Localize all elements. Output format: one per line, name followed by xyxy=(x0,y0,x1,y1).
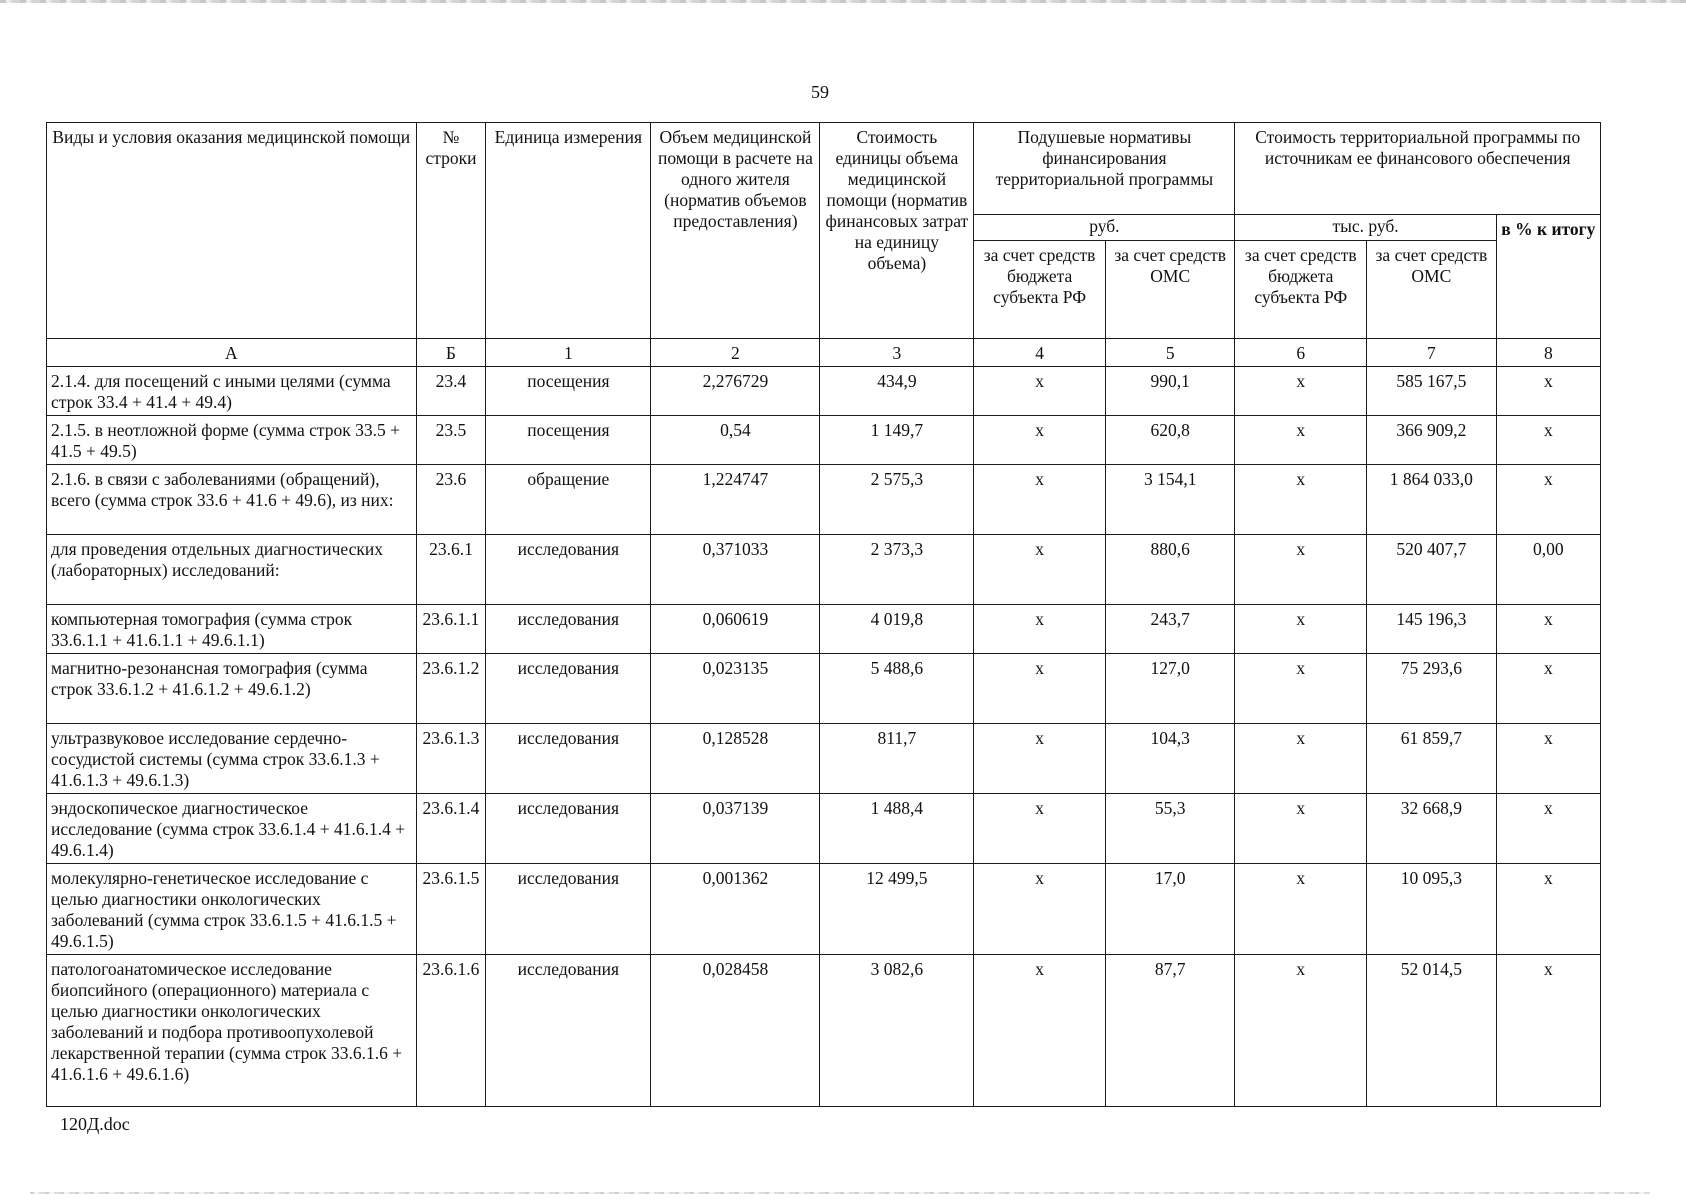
column-index-row xyxy=(47,339,1601,367)
row-volume: 1,224747 xyxy=(651,465,820,535)
row-thous-budget: х xyxy=(1235,367,1367,416)
row-label: 2.1.5. в неотложной форме (сумма строк 33.5 + 41.5 + 49.5) xyxy=(47,416,417,465)
row-thous-oms: 145 196,3 xyxy=(1367,605,1497,654)
row-unit: исследования xyxy=(486,654,651,724)
row-unit: исследования xyxy=(486,535,651,605)
row-thous-budget: х xyxy=(1235,416,1367,465)
row-unit: исследования xyxy=(486,794,651,864)
header-unit-cost: Стоимость единицы объема медицинской помощи (норматив финансовых затрат на единицу объема) xyxy=(820,123,974,339)
table-row xyxy=(47,864,1601,955)
row-rub-budget: х xyxy=(974,535,1106,605)
row-unit: посещения xyxy=(486,367,651,416)
row-volume: 0,001362 xyxy=(651,864,820,955)
header-row-number: № строки xyxy=(416,123,486,339)
row-unit: исследования xyxy=(486,605,651,654)
program-cost-table xyxy=(46,122,1601,1107)
row-thous-oms: 10 095,3 xyxy=(1367,864,1497,955)
row-thous-oms: 52 014,5 xyxy=(1367,955,1497,1107)
row-volume: 0,028458 xyxy=(651,955,820,1107)
row-rub-budget: х xyxy=(974,605,1106,654)
row-volume: 0,023135 xyxy=(651,654,820,724)
row-thous-oms: 585 167,5 xyxy=(1367,367,1497,416)
row-rub-oms: 3 154,1 xyxy=(1105,465,1235,535)
table-row xyxy=(47,367,1601,416)
row-rub-oms: 17,0 xyxy=(1105,864,1235,955)
row-thous-budget: х xyxy=(1235,724,1367,794)
row-thous-oms: 1 864 033,0 xyxy=(1367,465,1497,535)
row-label: эндоскопическое диагностическое исследование (сумма строк 33.6.1.4 + 41.6.1.4 + 49.6.1.4) xyxy=(47,794,417,864)
index-cell: 7 xyxy=(1367,339,1497,367)
row-unit-cost: 1 488,4 xyxy=(820,794,974,864)
row-percent: х xyxy=(1496,654,1600,724)
row-label: компьютерная томография (сумма строк 33.6.1.1 + 41.6.1.1 + 49.6.1.1) xyxy=(47,605,417,654)
scan-edge-top xyxy=(0,0,1686,3)
row-label: 2.1.4. для посещений с иными целями (сумма строк 33.4 + 41.4 + 49.4) xyxy=(47,367,417,416)
row-unit-cost: 811,7 xyxy=(820,724,974,794)
header-volume-per-resident: Объем медицинской помощи в расчете на одного жителя (норматив объемов предоставления) xyxy=(651,123,820,339)
table-row xyxy=(47,794,1601,864)
row-percent: х xyxy=(1496,367,1600,416)
row-label: магнитно-резонансная томография (сумма строк 33.6.1.2 + 41.6.1.2 + 49.6.1.2) xyxy=(47,654,417,724)
header-rub-oms: за счет средств ОМС xyxy=(1105,241,1235,339)
row-unit-cost: 3 082,6 xyxy=(820,955,974,1107)
table-row xyxy=(47,416,1601,465)
index-cell: 2 xyxy=(651,339,820,367)
header-rub: руб. xyxy=(974,215,1235,241)
row-label: молекулярно-генетическое исследование с целью диагностики онкологических заболеваний (сумма строк 33.6.1.5 + 41.6.1.5 + 49.6.1.5) xyxy=(47,864,417,955)
row-percent: х xyxy=(1496,955,1600,1107)
row-label: 2.1.6. в связи с заболеваниями (обращений), всего (сумма строк 33.6 + 41.6 + 49.6), из них: xyxy=(47,465,417,535)
row-thous-oms: 32 668,9 xyxy=(1367,794,1497,864)
row-unit-cost: 2 373,3 xyxy=(820,535,974,605)
row-unit: исследования xyxy=(486,724,651,794)
row-unit-cost: 2 575,3 xyxy=(820,465,974,535)
table-row xyxy=(47,724,1601,794)
header-percent-of-total: в % к итогу xyxy=(1496,215,1600,339)
row-thous-budget: х xyxy=(1235,794,1367,864)
row-rub-budget: х xyxy=(974,367,1106,416)
row-rub-oms: 880,6 xyxy=(1105,535,1235,605)
page-number: 59 xyxy=(811,82,829,102)
row-thous-oms: 520 407,7 xyxy=(1367,535,1497,605)
row-rub-oms: 104,3 xyxy=(1105,724,1235,794)
row-thous-budget: х xyxy=(1235,864,1367,955)
table-row xyxy=(47,465,1601,535)
header-unit: Единица измерения xyxy=(486,123,651,339)
row-percent: х xyxy=(1496,864,1600,955)
row-unit: обращение xyxy=(486,465,651,535)
row-thous-budget: х xyxy=(1235,605,1367,654)
row-thous-oms: 61 859,7 xyxy=(1367,724,1497,794)
row-volume: 0,037139 xyxy=(651,794,820,864)
index-cell: 6 xyxy=(1235,339,1367,367)
row-unit-cost: 5 488,6 xyxy=(820,654,974,724)
row-unit-cost: 12 499,5 xyxy=(820,864,974,955)
row-thous-budget: х xyxy=(1235,955,1367,1107)
header-program-cost: Стоимость территориальной программы по источникам ее финансового обеспечения xyxy=(1235,123,1601,215)
index-cell: 3 xyxy=(820,339,974,367)
row-rub-budget: х xyxy=(974,794,1106,864)
index-cell: 1 xyxy=(486,339,651,367)
header-thous-budget: за счет средств бюджета субъекта РФ xyxy=(1235,241,1367,339)
row-label: для проведения отдельных диагностических (лабораторных) исследований: xyxy=(47,535,417,605)
row-rub-oms: 620,8 xyxy=(1105,416,1235,465)
row-percent: х xyxy=(1496,605,1600,654)
row-rub-budget: х xyxy=(974,654,1106,724)
row-number: 23.6.1.4 xyxy=(416,794,486,864)
row-thous-budget: х xyxy=(1235,535,1367,605)
index-cell: 5 xyxy=(1105,339,1235,367)
row-rub-budget: х xyxy=(974,724,1106,794)
index-cell: Б xyxy=(416,339,486,367)
row-percent: 0,00 xyxy=(1496,535,1600,605)
row-percent: х xyxy=(1496,416,1600,465)
row-volume: 0,54 xyxy=(651,416,820,465)
table-row xyxy=(47,955,1601,1107)
table-row xyxy=(47,654,1601,724)
row-number: 23.6.1.6 xyxy=(416,955,486,1107)
row-number: 23.5 xyxy=(416,416,486,465)
row-percent: х xyxy=(1496,465,1600,535)
row-label: патологоанатомическое исследование биопсийного (операционного) материала с целью диагностики онкологических заболеваний и подбора противоопухолевой лекарственной терапии (сумма строк 33.6.1.6 + 41.6.1.6 + 49.6.1.6) xyxy=(47,955,417,1107)
row-volume: 2,276729 xyxy=(651,367,820,416)
row-thous-oms: 366 909,2 xyxy=(1367,416,1497,465)
row-label: ультразвуковое исследование сердечно-сосудистой системы (сумма строк 33.6.1.3 + 41.6.1.3 + 49.6.1.3) xyxy=(47,724,417,794)
row-volume: 0,128528 xyxy=(651,724,820,794)
row-rub-budget: х xyxy=(974,864,1106,955)
row-percent: х xyxy=(1496,724,1600,794)
row-thous-budget: х xyxy=(1235,654,1367,724)
row-number: 23.6.1.5 xyxy=(416,864,486,955)
index-cell: 8 xyxy=(1496,339,1600,367)
row-number: 23.6.1 xyxy=(416,535,486,605)
row-thous-oms: 75 293,6 xyxy=(1367,654,1497,724)
header-per-capita-norms: Подушевые нормативы финансирования территориальной программы xyxy=(974,123,1235,215)
row-unit: посещения xyxy=(486,416,651,465)
row-unit: исследования xyxy=(486,864,651,955)
row-number: 23.4 xyxy=(416,367,486,416)
row-rub-budget: х xyxy=(974,465,1106,535)
header-thous-rub: тыс. руб. xyxy=(1235,215,1496,241)
row-number: 23.6 xyxy=(416,465,486,535)
row-unit-cost: 1 149,7 xyxy=(820,416,974,465)
row-unit-cost: 434,9 xyxy=(820,367,974,416)
row-volume: 0,060619 xyxy=(651,605,820,654)
index-cell: А xyxy=(47,339,417,367)
table-row xyxy=(47,535,1601,605)
row-number: 23.6.1.1 xyxy=(416,605,486,654)
row-rub-oms: 55,3 xyxy=(1105,794,1235,864)
row-rub-budget: х xyxy=(974,416,1106,465)
scan-edge-bottom xyxy=(30,1192,1650,1194)
header-thous-oms: за счет средств ОМС xyxy=(1367,241,1497,339)
row-rub-oms: 243,7 xyxy=(1105,605,1235,654)
document-filename: 120Д.doc xyxy=(60,1114,130,1134)
row-number: 23.6.1.2 xyxy=(416,654,486,724)
row-percent: х xyxy=(1496,794,1600,864)
table-row xyxy=(47,605,1601,654)
row-thous-budget: х xyxy=(1235,465,1367,535)
row-number: 23.6.1.3 xyxy=(416,724,486,794)
row-volume: 0,371033 xyxy=(651,535,820,605)
row-unit-cost: 4 019,8 xyxy=(820,605,974,654)
header-rub-budget: за счет средств бюджета субъекта РФ xyxy=(974,241,1106,339)
row-rub-budget: х xyxy=(974,955,1106,1107)
row-rub-oms: 127,0 xyxy=(1105,654,1235,724)
index-cell: 4 xyxy=(974,339,1106,367)
header-care-type: Виды и условия оказания медицинской помощи xyxy=(47,123,417,339)
row-unit: исследования xyxy=(486,955,651,1107)
row-rub-oms: 87,7 xyxy=(1105,955,1235,1107)
row-rub-oms: 990,1 xyxy=(1105,367,1235,416)
